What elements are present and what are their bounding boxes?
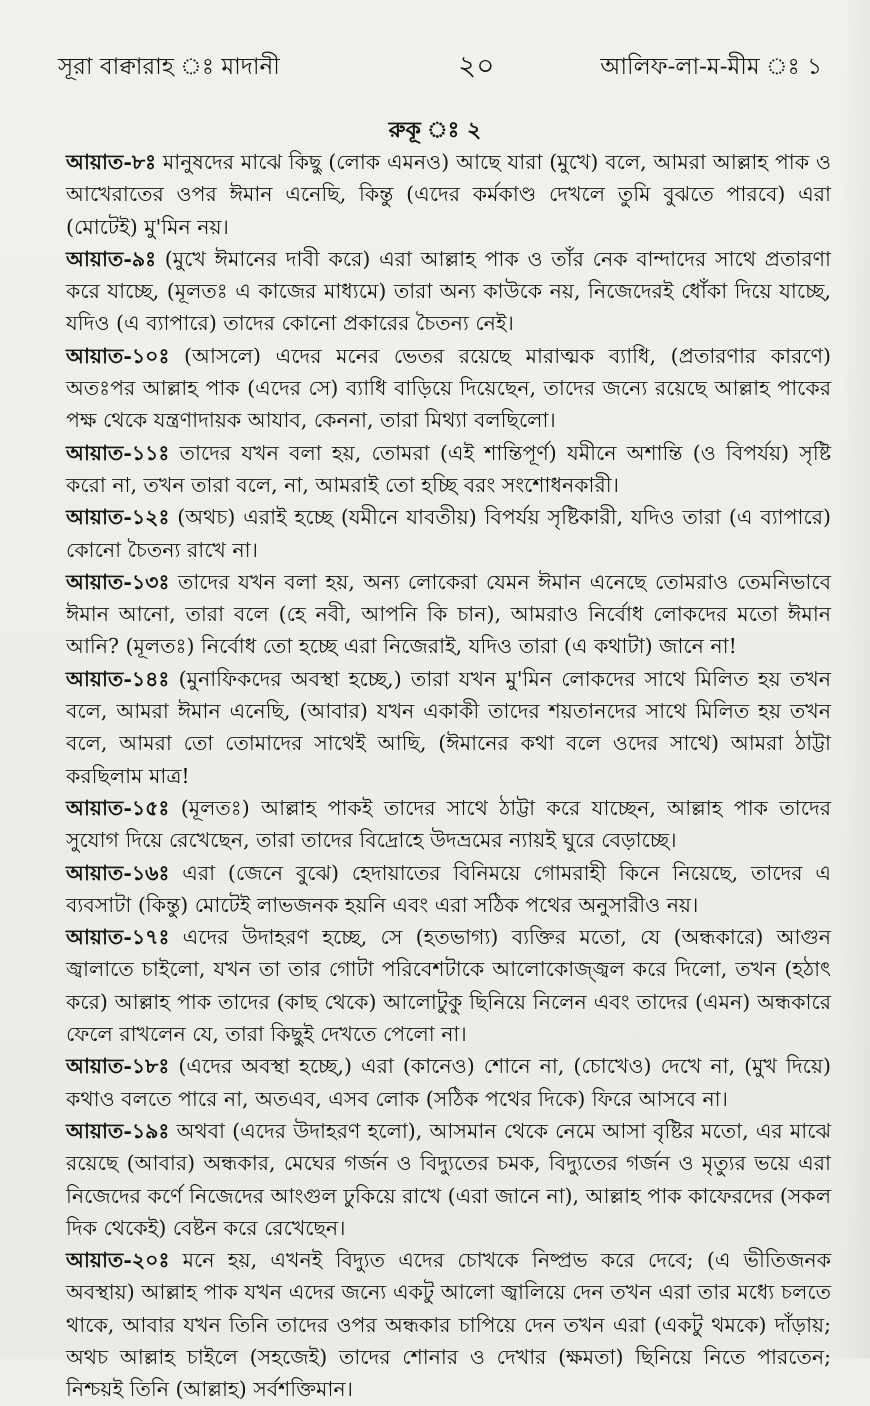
verse-label: আয়াত-১০ঃ (66, 343, 170, 368)
verse-17 (66, 921, 831, 1050)
verse-20 (66, 1244, 831, 1405)
verse-13 (66, 566, 831, 663)
verse-label: আয়াত-৮ঃ (66, 150, 157, 174)
verse-text: তাদের যখন বলা হয়, অন্য লোকেরা যেমন ঈমান এনেছে তোমরাও তেমনিভাবে ঈমান আনো, তারা বলে (হে নবী, আপনি কি চান), আমরাও নির্বোধ লোকদের মতো ঈমান আনি? (মূলতঃ) নির্বোধ তো হচ্ছে এরা নিজেরাই, যদিও তারা (এ কথাটা) জানে না! (66, 569, 831, 659)
verse-label: আয়াত-১১ঃ (66, 440, 170, 465)
verse-14 (66, 663, 831, 792)
page-fold-shadow (840, 0, 870, 1358)
verse-text: (মুখে ঈমানের দাবী করে) এরা আল্লাহ পাক ও তাঁর নেক বান্দাদের সাথে প্রতারণা করে যাচ্ছে, (মূলতঃ এ কাজের মাধ্যমে) তারা অন্য কাউকে নয়, নিজেদেরই ধোঁকা দিয়ে যাচ্ছে, যদিও (এ ব্যাপারে) তাদের কোনো প্রকারের চৈতন্য নেই। (66, 246, 831, 336)
verse-text: তাদের যখন বলা হয়, তোমরা (এই শান্তিপূর্ণ) যমীনে অশান্তি (ও বিপর্যয়) সৃষ্টি করো না, তখন তারা বলে, না, আমরাই তো হচ্ছি বরং সংশোধনকারী। (66, 440, 831, 497)
page-header (58, 42, 830, 82)
verse-text: এরা (জেনে বুঝে) হেদায়াতের বিনিময়ে গোমরাহী কিনে নিয়েছে, তাদের এ ব্যবসাটা (কিন্তু) মোটেই লাভজনক হয়নি এবং এরা সঠিক পথের অনুসারীও নয়। (66, 860, 831, 917)
verse-label: আয়াত-১৬ঃ (66, 860, 170, 885)
verse-text: (অথচ) এরাই হচ্ছে (যমীনে যাবতীয়) বিপর্যয় সৃষ্টিকারী, যদিও তারা (এ ব্যাপারে) কোনো চৈতন্য রাখে না। (66, 505, 831, 562)
verse-11 (66, 437, 831, 502)
verse-label: আয়াত-১৪ঃ (66, 666, 170, 691)
verse-label: আয়াত-১৫ঃ (66, 795, 170, 820)
verse-list (66, 146, 831, 1406)
verse-text: মানুষদের মাঝে কিছু (লোক এমনও) আছে যারা (মুখে) বলে, আমরা আল্লাহ পাক ও আখেরাতের ওপর ঈমান এনেছি, কিন্তু (এদের কর্মকাণ্ড দেখলে তুমি বুঝতে পারবে) এরা (মোটেই) মু'মিন নয়। (66, 150, 831, 239)
verse-18 (66, 1050, 831, 1115)
verse-text: অথবা (এদের উদাহরণ হলো), আসমান থেকে নেমে আসা বৃষ্টির মতো, এর মাঝে রয়েছে (আবার) অন্ধকার, মেঘের গর্জন ও বিদ্যুতের চমক, বিদ্যুতের গর্জন ও মৃত্যুর ভয়ে এরা নিজেদের কর্ণে নিজেদের আংগুল ঢুকিয়ে রাখে (এরা জানে না), আল্লাহ পাক কাফেরদের (সকল দিক থেকেই) বেষ্টন করে রেখেছেন। (66, 1118, 831, 1240)
verse-text: মনে হয়, এখনই বিদ্যুত এদের চোখকে নিষ্প্রভ করে দেবে; (এ ভীতিজনক অবস্থায়) আল্লাহ পাক যখন এদের জন্যে একটু আলো জ্বালিয়ে দেন তখন এরা তার মধ্যে চলতে থাকে, আবার যখন তিনি তাদের ওপর অন্ধকার চাপিয়ে দেন তখন এরা (একটু থমকে) দাঁড়ায়; অথচ আল্লাহ চাইলে (সহজেই) তাদের শোনার ও দেখার (ক্ষমতা) ছিনিয়ে নিতে পারতেন; নিশ্চয়ই তিনি (আল্লাহ) সর্বশক্তিমান। (66, 1248, 831, 1402)
verse-12 (66, 501, 831, 566)
verse-label: আয়াত-৯ঃ (66, 246, 157, 271)
verse-text: এদের উদাহরণ হচ্ছে, সে (হতভাগ্য) ব্যক্তির মতো, যে (অন্ধকারে) আগুন জ্বালাতে চাইলো, যখন তা তার গোটা পরিবেশটাকে আলোকোজ্জ্বল করে দিলো, তখন (হঠাৎ করে) আল্লাহ পাক তাদের (কাছ থেকে) আলোটুকু ছিনিয়ে নিলেন এবং তাদের (এমন) অন্ধকারে ফেলে রাখলেন যে, তারা কিছুই দেখতে পেলো না। (66, 925, 831, 1047)
section-title: রুকূ ঃ ২ (388, 117, 482, 143)
verse-text: (এদের অবস্থা হচ্ছে,) এরা (কানেও) শোনে না, (চোখেও) দেখে না, (মুখ দিয়ে) কথাও বলতে পারে না, অতএব, এসব লোক (সঠিক পথের দিকে) ফিরে আসবে না। (66, 1054, 831, 1111)
surah-title: সূরা বাক্বারাহ ঃ মাদানী (58, 54, 280, 80)
verse-label: আয়াত-১৯ঃ (66, 1118, 170, 1143)
verse-label: আয়াত-১২ঃ (66, 505, 170, 530)
verse-9 (66, 243, 831, 340)
verse-text: (মুনাফিকদের অবস্থা হচ্ছে,) তারা যখন মু'মিন লোকদের সাথে মিলিত হয় তখন বলে, আমরা ঈমান এনেছি, (আবার) যখন একাকী তাদের শয়তানদের সাথে মিলিত হয় তখন বলে, আমরা তো তোমাদের সাথেই আছি, (ঈমানের কথা বলে ওদের সাথে) আমরা ঠাট্টা করছিলাম মাত্র! (66, 666, 831, 788)
verse-8 (66, 146, 831, 243)
verse-16 (66, 857, 831, 922)
para-title: আলিফ-লা-ম-মীম ঃ ১ (600, 54, 822, 80)
verse-label: আয়াত-১৮ঃ (66, 1054, 170, 1079)
verse-15 (66, 792, 831, 857)
verse-text: (আসলে) এদের মনের ভেতর রয়েছে মারাত্মক ব্যাধি, (প্রতারণার কারণে) অতঃপর আল্লাহ পাক (এদের সে) ব্যাধি বাড়িয়ে দিয়েছেন, তাদের জন্যে রয়েছে আল্লাহ পাকের পক্ষ থেকে যন্ত্রণাদায়ক আযাব, কেননা, তারা মিথ্যা বলছিলো। (66, 343, 831, 433)
verse-label: আয়াত-২০ঃ (66, 1248, 170, 1273)
verse-label: আয়াত-১৩ঃ (66, 569, 170, 594)
page-number: ২০ (458, 49, 495, 82)
verse-label: আয়াত-১৭ঃ (66, 925, 170, 950)
verse-text: (মূলতঃ) আল্লাহ পাকই তাদের সাথে ঠাট্টা করে যাচ্ছেন, আল্লাহ পাক তাদের সুযোগ দিয়ে রেখেছেন, তারা তাদের বিদ্রোহে উদভ্রমের ন্যায়ই ঘুরে বেড়াচ্ছে। (66, 795, 831, 853)
verse-10 (66, 340, 831, 437)
verse-19 (66, 1115, 831, 1244)
